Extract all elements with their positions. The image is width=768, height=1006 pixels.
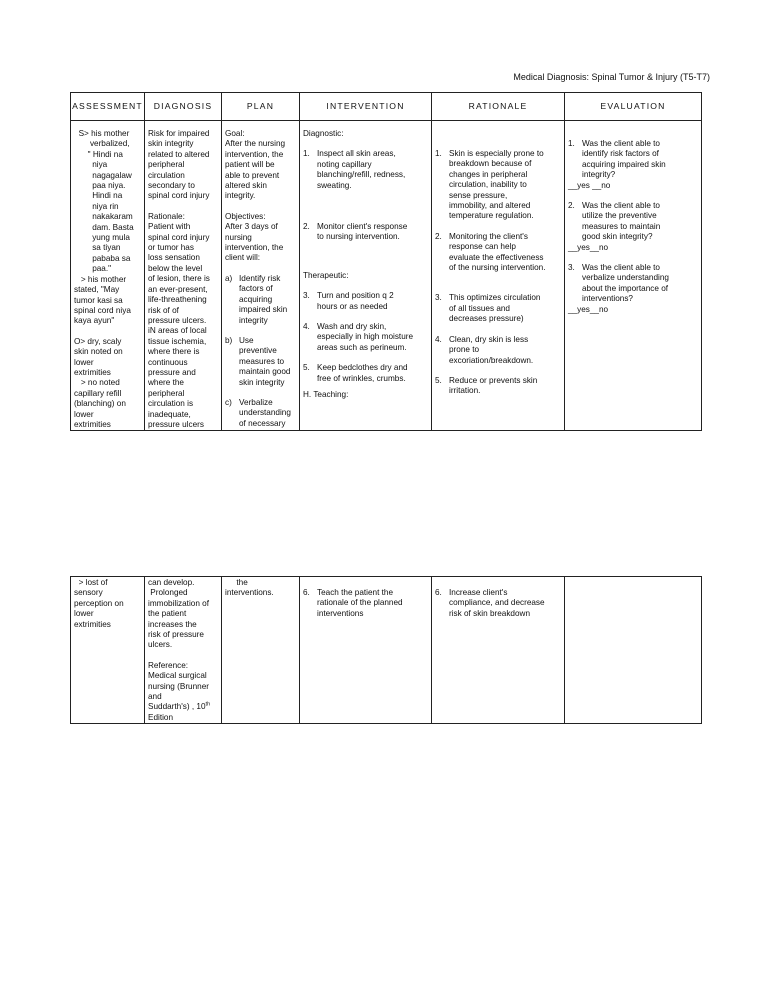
yes-no-answer[interactable]: __yes__no	[568, 304, 609, 314]
list-item: 3. Turn and position q 2 hours or as needed	[303, 291, 394, 311]
subjective-data: S> his mother verbalized, " Hindi na niya nagagalaw paa niya. Hindi na niya rin nakakaram dam. Basta yung mula sa tiyan pababa sa paa." > his mother stated, "May tumor kasi sa spinal cord niya kaya ayun"	[74, 129, 134, 326]
teaching-list	[303, 588, 428, 619]
reference-label: Reference:	[148, 660, 189, 670]
rationale-cell	[432, 121, 565, 431]
evaluation-list	[568, 263, 698, 305]
list-item: 6. Teach the patient the rationale of the planned interventions	[303, 588, 403, 618]
objective-list	[225, 274, 296, 429]
list-item: 4. Clean, dry skin is less prone to excoriation/breakdown.	[435, 334, 534, 365]
plan-objectives: Objectives: After 3 days of nursing intervention, the client will:	[225, 211, 284, 263]
care-plan-table-page1	[70, 92, 702, 431]
plan-cell	[222, 577, 300, 724]
list-item: 3. This optimizes circulation of all tissues and decreases pressure)	[435, 293, 541, 324]
objective-data: O> dry, scaly skin noted on lower extrimities > no noted capillary refill (blanching) on lower extrimities	[74, 336, 126, 429]
teaching-heading: H. Teaching:	[303, 390, 349, 400]
assessment-cell	[71, 577, 145, 724]
therapeutic-heading: Therapeutic:	[303, 270, 349, 280]
yes-no-answer[interactable]: __yes __no	[568, 180, 611, 190]
care-plan-table-page2	[70, 576, 702, 724]
diagnostic-heading: Diagnostic:	[303, 129, 344, 138]
table-header-row	[71, 93, 702, 121]
therapeutic-list	[303, 291, 428, 384]
list-item: 5. Keep bedclothes dry and free of wrinkles, crumbs.	[303, 363, 408, 383]
col-header-evaluation: EVALUATION	[565, 93, 702, 121]
document-title: Medical Diagnosis: Spinal Tumor & Injury (T5-T7)	[513, 72, 710, 82]
col-header-assessment: ASSESSMENT	[71, 93, 145, 121]
col-header-intervention: INTERVENTION	[300, 93, 432, 121]
diagnostic-list	[303, 149, 428, 242]
intervention-cell	[300, 577, 432, 724]
list-item: 2. Monitor client's response to nursing intervention.	[303, 222, 408, 242]
list-item: 1. Inspect all skin areas, noting capillary blanching/refill, redness, sweating.	[303, 149, 406, 190]
rationale-list	[435, 588, 561, 619]
col-header-diagnosis: DIAGNOSIS	[145, 93, 222, 121]
assessment-cell	[71, 121, 145, 431]
nursing-diagnosis: Risk for impaired skin integrity related to altered peripheral circulation secondary to spinal cord injury	[148, 129, 210, 201]
reference-citation: Medical surgical nursing (Brunner and Suddarth's) , 10th Edition	[148, 671, 211, 722]
plan-goal: Goal: After the nursing intervention, the patient will be able to prevent altered skin integrity.	[225, 129, 286, 201]
list-item: 5. Reduce or prevents skin irritation.	[435, 375, 538, 396]
list-item: 1. Skin is especially prone to breakdown because of changes in peripheral circulation, inability to sense pressure, immobility, and altered temperature regulation.	[435, 149, 544, 221]
col-header-plan: PLAN	[222, 93, 300, 121]
list-item: 2. Was the client able to utilize the preventive measures to maintain good skin integrity?	[568, 201, 661, 242]
plan-continued: the interventions.	[225, 578, 274, 598]
list-item: c) Verbalize understanding of necessary	[225, 397, 291, 428]
rationale-cell	[432, 577, 565, 724]
evaluation-list	[568, 139, 698, 181]
evaluation-cell	[565, 121, 702, 431]
sensory-assessment: > lost of sensory perception on lower extrimities	[74, 578, 124, 629]
yes-no-answer[interactable]: __yes__no	[568, 242, 609, 252]
list-item: 6. Increase client's compliance, and decrease risk of skin breakdown	[435, 588, 545, 618]
rationale-list	[435, 149, 561, 397]
col-header-rationale: RATIONALE	[432, 93, 565, 121]
diagnosis-cell	[145, 577, 222, 724]
diagnosis-continued: can develop. Prolonged immobilization of the patient increases the risk of pressure ulcers.	[148, 578, 209, 650]
list-item: a) Identify risk factors of acquiring impaired skin integrity	[225, 273, 288, 325]
list-item: 3. Was the client able to verbalize understanding about the importance of interventions?	[568, 263, 669, 304]
diagnosis-cell	[145, 121, 222, 431]
list-item: b) Use preventive measures to maintain good skin integrity	[225, 335, 291, 387]
evaluation-cell	[565, 577, 702, 724]
list-item: 4. Wash and dry skin, especially in high moisture areas such as perineum.	[303, 322, 414, 352]
table-row	[71, 121, 702, 431]
intervention-cell	[300, 121, 432, 431]
list-item: 2. Monitoring the client's response can help evaluate the effectiveness of the nursing intervention.	[435, 231, 546, 273]
list-item: 1. Was the client able to identify risk factors of acquiring impaired skin integrity?	[568, 139, 666, 180]
evaluation-list	[568, 201, 698, 243]
plan-cell	[222, 121, 300, 431]
diagnosis-rationale: Rationale: Patient with spinal cord injury or tumor has loss sensation below the level of lesion, there is an ever-present, life-threathening risk of of pressure ulcers. iN areas of local tissue ischemia, where there is continuous pressure and where the peripheral circulation is inadequate, pressure ulcers	[148, 211, 210, 429]
table-row	[71, 577, 702, 724]
